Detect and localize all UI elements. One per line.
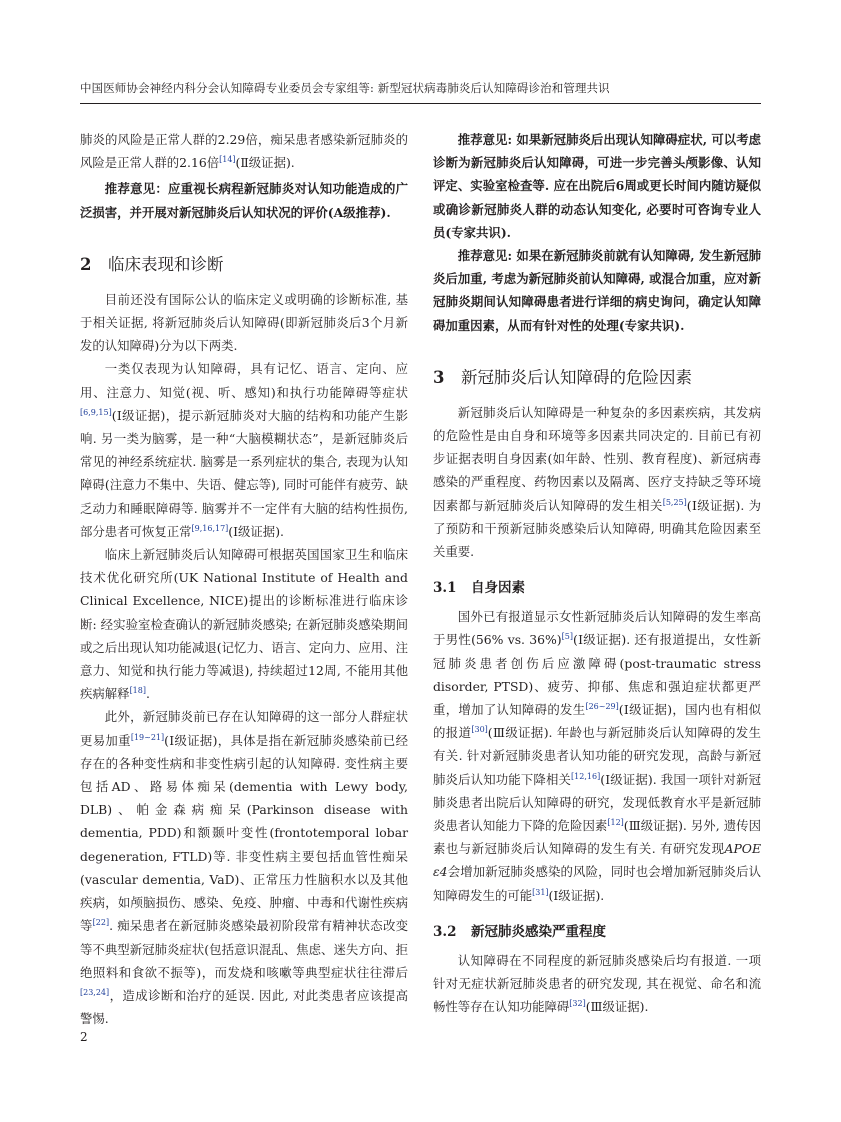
citation-ref[interactable]: [30]	[471, 725, 488, 735]
recommendation-1: 推荐意见：应重视长病程新冠肺炎对认知功能造成的广泛损害，并开展对新冠肺炎后认知状况的评价(A级推荐).	[80, 181, 408, 220]
text-run: 临床上新冠肺炎后认知障碍可根据英国国家卫生和临床技术优化研究所(UK National Institute of Health and Clinical Excellence, NICE)提出的诊断标准进行临床诊断: 经实验室检查确认的新冠肺炎感染; 在新冠肺炎感染期间或之后出现认知功能减退(记忆力、语言、定向力、应用、注意力、知觉和执行能力等减退), 持续超过12周, 不能用其他疾病解释	[80, 547, 408, 702]
paragraph-risk-factors	[433, 401, 761, 563]
section-number: 3.2	[433, 923, 457, 940]
text-run: 此外，新冠肺炎前已存在认知障碍的这一部分人群症状更易加重	[80, 709, 408, 748]
citation-ref[interactable]: [26~29]	[585, 702, 619, 712]
citation-ref[interactable]: [6,9,15]	[80, 407, 112, 417]
paragraph-nice-criteria	[80, 543, 408, 705]
text-run: (Ⅱ级证据).	[235, 155, 295, 171]
section-3-1-heading	[433, 577, 761, 599]
paragraph-preexisting	[80, 705, 408, 1030]
text-run: (Ⅲ级证据). 年龄也与新冠肺炎后认知障碍的发生有关. 针对新冠肺炎患者认知功能的研究发现，高龄与新冠肺炎后认知功能下降相关	[433, 725, 761, 787]
section-number: 3	[433, 367, 445, 387]
gene-name: APOE ε4	[433, 841, 761, 880]
section-title: 临床表现和诊断	[108, 254, 224, 274]
text-run: (Ⅲ级证据). 另外, 遗传因素也与新冠肺炎后认知障碍的发生有关. 有研究发现	[433, 818, 762, 857]
text-run: (Ⅰ级证据).	[548, 887, 605, 903]
text-run: 一类仅表现为认知障碍，具有记忆、语言、定向、应用、注意力、知觉(视、听、感知)和执行功能障碍等症状	[80, 361, 408, 400]
citation-ref[interactable]: [5]	[561, 632, 573, 642]
citation-ref[interactable]: [23,24]	[80, 987, 110, 997]
citation-ref[interactable]: [12]	[607, 818, 624, 828]
section-3-2-heading	[433, 921, 761, 943]
header-rule	[80, 103, 761, 104]
text-run: (Ⅰ级证据). 为了预防和干预新冠肺炎感染后认知障碍, 明确其危险因素至关重要.	[433, 497, 761, 560]
text-run: (Ⅰ级证据). 还有报道提出，女性新冠肺炎患者创伤后应激障碍(post-traumatic stress disorder, PTSD)、疲劳、抑郁、焦虑和强迫症状都更严重，增加了认知障碍的发生	[433, 632, 761, 718]
text-run: (Ⅰ级证据)，提示新冠肺炎对大脑的结构和功能产生影响. 另一类为脑雾，是一种“大脑模糊状态”，是新冠肺炎后常见的神经系统症状. 脑雾是一系列症状的集合, 表现为认知障碍(注意力不集中、失语、健忘等), 同时可能伴有疲劳、缺乏动力和睡眠障碍等. 脑雾并不一定伴有大脑的结构性损伤, 部分患者可恢复正常	[80, 407, 408, 539]
text-run: (Ⅲ级证据).	[585, 999, 649, 1015]
paragraph-severity	[433, 949, 761, 1019]
paragraph-personal-factors	[433, 605, 761, 907]
text-run: 国外已有报道显示女性新冠肺炎后认知障碍的发生率高于男性(56% vs. 36%)	[433, 609, 761, 648]
citation-ref[interactable]: [5,25]	[662, 497, 687, 507]
paragraph-categories	[80, 357, 408, 543]
text-run: 会增加新冠肺炎感染的风险，同时也会增加新冠肺炎后认知障碍发生的可能	[433, 864, 761, 903]
citation-ref[interactable]: [19~21]	[130, 732, 165, 742]
section-title: 新冠肺炎后认知障碍的危险因素	[461, 367, 692, 387]
text-run: (Ⅰ级证据)，具体是指在新冠肺炎感染前已经存在的各种变性病和非变性病引起的认知障碍. 变性病主要包括AD、路易体痴呆(dementia with Lewy body, DLB)、帕金森病痴呆(Parkinson disease with dementia, PDD)和额颞叶变性(frontotemporal lobar degeneration, FTLD)等. 非变性病主要包括血管性痴呆(vascular dementia, VaD)、正常压力性脑积水以及其他疾病，如颅脑损伤、感染、免疫、肿瘤、中毒和代谢性疾病等	[80, 732, 409, 934]
citation-ref[interactable]: [9,16,17]	[191, 523, 229, 533]
citation-ref[interactable]: [32]	[569, 999, 586, 1009]
section-title: 自身因素	[471, 580, 525, 597]
section-number: 3.1	[433, 580, 457, 597]
paragraph-definition: 目前还没有国际公认的临床定义或明确的诊断标准, 基于相关证据, 将新冠肺炎后认知障碍(即新冠肺炎后3个月新发的认知障碍)分为以下两类.	[80, 291, 408, 354]
citation-ref[interactable]: [12,16]	[571, 771, 601, 781]
text-run: 新冠肺炎后认知障碍是一种复杂的多因素疾病，其发病的危险性是由自身和环境等多因素共同决定的. 目前已有初步证据表明自身因素(如年龄、性别、教育程度)、新冠病毒感染的严重程度、药物因素以及隔离、医疗支持缺乏等环境因素都与新冠肺炎后认知障碍的发生相关	[433, 404, 761, 513]
intro-paragraph	[80, 128, 408, 174]
text-run: 认知障碍在不同程度的新冠肺炎感染后均有报道. 一项针对无症状新冠肺炎患者的研究发现, 其在视觉、命名和流畅性等存在认知功能障碍	[433, 952, 761, 1015]
text-run: (Ⅰ级证据).	[228, 523, 284, 539]
page-number: 2	[80, 1030, 88, 1044]
section-2-heading	[80, 254, 408, 276]
citation-ref[interactable]: [31]	[532, 887, 549, 897]
right-column	[433, 128, 761, 1019]
text-run: (Ⅰ级证据). 我国一项针对新冠肺炎患者出院后认知障碍的研究，发现低教育水平是新冠肺炎患者认知能力下降的危险因素	[433, 771, 761, 834]
running-header: 中国医师协会神经内科分会认知障碍专业委员会专家组等: 新型冠状病毒肺炎后认知障碍诊治和管理共识	[80, 81, 610, 95]
section-title: 新冠肺炎感染严重程度	[471, 923, 606, 940]
left-column	[80, 128, 408, 1030]
section-number: 2	[80, 254, 92, 274]
recommendation-2: 推荐意见: 如果新冠肺炎后出现认知障碍症状, 可以考虑诊断为新冠肺炎后认知障碍，可进一步完善头颅影像、认知评定、实验室检查等. 应在出院后6周或更长时间内随访疑似或确诊新冠肺炎人群的动态认知变化, 必要时可咨询专业人员(专家共识).	[433, 132, 761, 240]
text-run: ，造成诊断和治疗的延误. 因此, 对此类患者应该提高警惕.	[80, 987, 408, 1027]
text-run: . 痴呆患者在新冠肺炎感染最初阶段常有精神状态改变等不典型新冠肺炎症状(包括意识混乱、焦虑、迷失方向、拒绝照料和食欲不振等)，而发烧和咳嗽等典型症状往往滞后	[80, 918, 408, 980]
citation-ref[interactable]: [18]	[129, 686, 146, 696]
text-run: .	[145, 686, 150, 702]
recommendation-3: 推荐意见: 如果在新冠肺炎前就有认知障碍, 发生新冠肺炎后加重, 考虑为新冠肺炎前认知障碍, 或混合加重，应对新冠肺炎期间认知障碍患者进行详细的病史询问，确定认知障碍加重因素，从而有针对性的处理(专家共识).	[433, 248, 761, 333]
text-run: (Ⅰ级证据)，国内也有相似的报道	[433, 702, 762, 741]
citation-ref[interactable]: [22]	[92, 918, 110, 928]
section-3-heading	[433, 367, 761, 389]
text-run: 肺炎的风险是正常人群的2.29倍，痴呆患者感染新冠肺炎的风险是正常人群的2.16倍	[80, 132, 408, 171]
citation-ref[interactable]: [14]	[219, 155, 236, 165]
